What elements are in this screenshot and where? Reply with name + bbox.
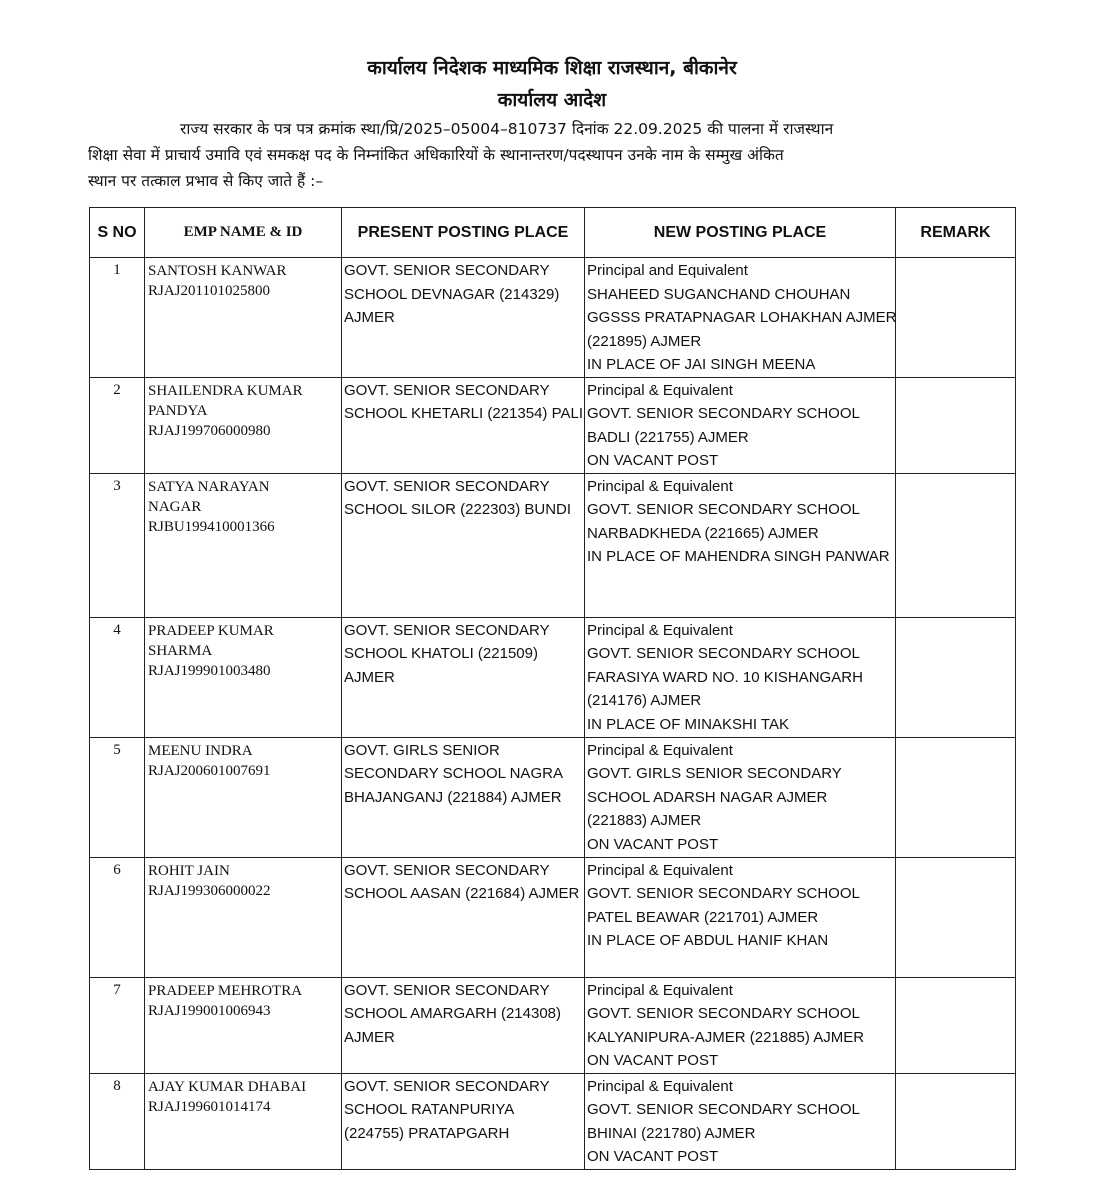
- row-employee-line: RJAJ200601007691: [148, 762, 271, 779]
- row-sno: 6: [90, 857, 145, 977]
- row-remark: [896, 977, 1016, 1073]
- row-new-posting-line: GOVT. SENIOR SECONDARY SCHOOL: [587, 1101, 860, 1118]
- row-employee-line: SHARMA: [148, 642, 213, 659]
- row-new-posting: [585, 258, 896, 378]
- row-sno: 5: [90, 737, 145, 857]
- row-new-posting-line: BADLI (221755) AJMER: [587, 428, 749, 446]
- row-new-posting-line: SHAHEED SUGANCHAND CHOUHAN: [587, 285, 851, 303]
- row-employee: [145, 617, 342, 737]
- table-row: [90, 977, 1016, 1073]
- row-employee-line: NAGAR: [148, 498, 202, 515]
- row-employee-line: RJAJ199001006943: [148, 1002, 271, 1019]
- row-sno: 1: [90, 258, 145, 378]
- row-new-posting-line: IN PLACE OF MINAKSHI TAK: [587, 715, 789, 733]
- row-remark: [896, 737, 1016, 857]
- row-new-posting-line: GOVT. GIRLS SENIOR SECONDARY: [587, 765, 842, 782]
- row-employee-line: PRADEEP MEHROTRA: [148, 982, 303, 999]
- row-remark: [896, 258, 1016, 378]
- table-header-row: [90, 208, 1016, 258]
- row-new-posting-line: SCHOOL ADARSH NAGAR AJMER: [587, 788, 828, 806]
- row-new-posting-line: IN PLACE OF MAHENDRA SINGH PANWAR: [587, 548, 890, 565]
- row-sno: 4: [90, 617, 145, 737]
- row-new-posting-line: Principal & Equivalent: [587, 381, 733, 399]
- row-present-posting: [342, 377, 585, 473]
- intro-line-2: शिक्षा सेवा में प्राचार्य उमावि एवं समकक्ष पद के निम्नांकित अधिकारियों के स्थानान्तरण/पदस्थापन उनके नाम के सम्मुख अंकित: [88, 146, 784, 164]
- row-employee: [145, 1073, 342, 1169]
- table-row: [90, 473, 1016, 617]
- table-row: [90, 258, 1016, 378]
- row-present-posting-line: GOVT. SENIOR SECONDARY: [344, 477, 550, 495]
- row-present-posting-line: SCHOOL AASAN (221684) AJMER: [344, 885, 580, 902]
- table-row: [90, 377, 1016, 473]
- table-row: [90, 857, 1016, 977]
- row-new-posting: [585, 1073, 896, 1169]
- row-employee: [145, 258, 342, 378]
- row-employee: [145, 857, 342, 977]
- row-employee: [145, 473, 342, 617]
- row-present-posting-line: SCHOOL RATANPURIYA: [344, 1101, 515, 1118]
- row-new-posting-line: GOVT. SENIOR SECONDARY SCHOOL: [587, 405, 860, 422]
- header-sno: S NO: [90, 208, 145, 258]
- row-sno: 3: [90, 473, 145, 617]
- row-employee: [145, 977, 342, 1073]
- intro-paragraph: [88, 116, 1000, 194]
- header-remark: REMARK: [896, 208, 1016, 258]
- row-new-posting-line: Principal & Equivalent: [587, 981, 733, 999]
- row-employee-line: SANTOSH KANWAR: [148, 263, 287, 279]
- row-new-posting-line: PATEL BEAWAR (221701) AJMER: [587, 908, 819, 926]
- row-employee-line: RJAJ199901003480: [148, 662, 271, 679]
- row-new-posting: [585, 857, 896, 977]
- row-employee-line: RJAJ199706000980: [148, 422, 271, 439]
- row-employee-line: PRADEEP KUMAR: [148, 622, 274, 639]
- table-row: [90, 617, 1016, 737]
- row-new-posting-line: GGSSS PRATAPNAGAR LOHAKHAN AJMER: [587, 309, 897, 326]
- row-employee-line: RJAJ201101025800: [148, 283, 270, 299]
- row-new-posting-line: ON VACANT POST: [587, 835, 719, 853]
- row-present-posting-line: SCHOOL KHATOLI (221509): [344, 645, 538, 662]
- row-employee-line: SATYA NARAYAN: [148, 478, 270, 495]
- row-employee: [145, 737, 342, 857]
- row-new-posting: [585, 617, 896, 737]
- row-employee: [145, 377, 342, 473]
- row-present-posting: [342, 737, 585, 857]
- row-new-posting-line: GOVT. SENIOR SECONDARY SCHOOL: [587, 645, 860, 662]
- row-employee-line: AJAY KUMAR DHABAI: [148, 1078, 307, 1095]
- row-present-posting: [342, 258, 585, 378]
- header-new: NEW POSTING PLACE: [585, 208, 896, 258]
- row-sno: 2: [90, 377, 145, 473]
- row-new-posting-line: Principal & Equivalent: [587, 861, 733, 879]
- row-employee-line: RJAJ199601014174: [148, 1098, 271, 1115]
- row-present-posting-line: AJMER: [344, 1028, 395, 1046]
- row-present-posting-line: BHAJANGANJ (221884) AJMER: [344, 788, 562, 806]
- row-present-posting-line: GOVT. SENIOR SECONDARY: [344, 981, 550, 999]
- row-present-posting-line: SCHOOL SILOR (222303) BUNDI: [344, 501, 572, 518]
- row-new-posting-line: GOVT. SENIOR SECONDARY SCHOOL: [587, 885, 860, 902]
- row-new-posting-line: (221895) AJMER: [587, 332, 702, 350]
- office-title: कार्यालय निदेशक माध्यमिक शिक्षा राजस्थान, बीकानेर: [367, 57, 737, 79]
- row-new-posting: [585, 377, 896, 473]
- row-present-posting-line: (224755) PRATAPGARH: [344, 1124, 510, 1142]
- row-new-posting-line: (214176) AJMER: [587, 692, 702, 709]
- row-new-posting-line: Principal & Equivalent: [587, 1077, 733, 1095]
- row-new-posting: [585, 473, 896, 617]
- row-new-posting-line: Principal & Equivalent: [587, 741, 733, 759]
- row-new-posting-line: ON VACANT POST: [587, 1052, 719, 1069]
- row-present-posting: [342, 617, 585, 737]
- row-new-posting-line: BHINAI (221780) AJMER: [587, 1124, 756, 1142]
- row-remark: [896, 617, 1016, 737]
- row-new-posting-line: NARBADKHEDA (221665) AJMER: [587, 524, 819, 542]
- row-new-posting-line: ON VACANT POST: [587, 1148, 719, 1165]
- intro-line-3: स्थान पर तत्काल प्रभाव से किए जाते हैं :–: [88, 172, 324, 190]
- row-new-posting: [585, 737, 896, 857]
- row-present-posting-line: GOVT. SENIOR SECONDARY: [344, 621, 550, 639]
- row-new-posting-line: Principal & Equivalent: [587, 621, 733, 639]
- row-new-posting-line: KALYANIPURA-AJMER (221885) AJMER: [587, 1028, 865, 1046]
- row-present-posting-line: SCHOOL AMARGARH (214308): [344, 1005, 562, 1022]
- row-remark: [896, 377, 1016, 473]
- intro-line-1: राज्य सरकार के पत्र पत्र क्रमांक स्था/प्रि/2025–05004–810737 दिनांक 22.09.2025 की पालना में राजस्थान: [180, 120, 834, 138]
- row-present-posting: [342, 473, 585, 617]
- row-present-posting: [342, 857, 585, 977]
- row-new-posting: [585, 977, 896, 1073]
- row-present-posting-line: SCHOOL DEVNAGAR (214329): [344, 285, 560, 303]
- row-sno: 7: [90, 977, 145, 1073]
- row-new-posting-line: IN PLACE OF ABDUL HANIF KHAN: [587, 932, 829, 949]
- row-present-posting-line: GOVT. SENIOR SECONDARY: [344, 861, 550, 879]
- row-new-posting-line: (221883) AJMER: [587, 812, 702, 829]
- header-emp: EMP NAME & ID: [145, 208, 342, 258]
- row-present-posting: [342, 1073, 585, 1169]
- table-row: [90, 1073, 1016, 1169]
- row-present-posting-line: AJMER: [344, 668, 395, 686]
- row-new-posting-line: IN PLACE OF JAI SINGH MEENA: [587, 356, 816, 373]
- row-new-posting-line: GOVT. SENIOR SECONDARY SCHOOL: [587, 501, 860, 518]
- table-row: [90, 737, 1016, 857]
- row-new-posting-line: GOVT. SENIOR SECONDARY SCHOOL: [587, 1005, 860, 1022]
- row-employee-line: MEENU INDRA: [148, 742, 253, 759]
- row-present-posting-line: GOVT. SENIOR SECONDARY: [344, 381, 550, 399]
- row-employee-line: ROHIT JAIN: [148, 862, 230, 879]
- row-new-posting-line: Principal & Equivalent: [587, 477, 733, 495]
- row-present-posting-line: GOVT. SENIOR SECONDARY: [344, 1077, 550, 1095]
- header-present: PRESENT POSTING PLACE: [342, 208, 585, 258]
- row-present-posting: [342, 977, 585, 1073]
- row-employee-line: RJBU199410001366: [148, 518, 275, 535]
- row-remark: [896, 473, 1016, 617]
- row-new-posting-line: Principal and Equivalent: [587, 262, 748, 279]
- row-present-posting-line: GOVT. SENIOR SECONDARY: [344, 262, 550, 279]
- row-remark: [896, 1073, 1016, 1169]
- row-present-posting-line: AJMER: [344, 309, 395, 326]
- posting-table: [89, 207, 1016, 1170]
- row-employee-line: PANDYA: [148, 402, 208, 419]
- row-present-posting-line: GOVT. GIRLS SENIOR: [344, 741, 500, 759]
- row-new-posting-line: ON VACANT POST: [587, 452, 719, 469]
- row-employee-line: RJAJ199306000022: [148, 882, 271, 899]
- order-title: कार्यालय आदेश: [497, 89, 607, 111]
- row-new-posting-line: FARASIYA WARD NO. 10 KISHANGARH: [587, 668, 863, 686]
- row-remark: [896, 857, 1016, 977]
- row-present-posting-line: SCHOOL KHETARLI (221354) PALI: [344, 405, 583, 422]
- row-employee-line: SHAILENDRA KUMAR: [148, 382, 303, 399]
- row-sno: 8: [90, 1073, 145, 1169]
- row-present-posting-line: SECONDARY SCHOOL NAGRA: [344, 765, 563, 782]
